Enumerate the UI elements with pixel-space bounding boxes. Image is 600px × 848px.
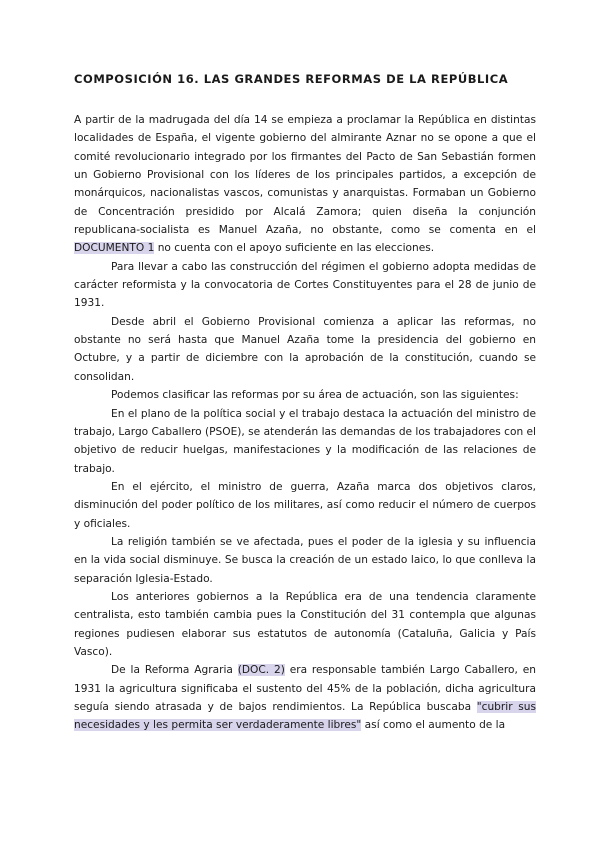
- paragraph-9-text-end: así como el aumento de la: [361, 719, 506, 732]
- document-body: [74, 111, 536, 735]
- paragraph-9: [74, 661, 536, 734]
- paragraph-6: En el ejército, el ministro de guerra, Azaña marca dos objetivos claros, disminución del poder político de los militares, así como reducir el número de cuerpos y oficiales.: [74, 480, 536, 530]
- doc1-reference: DOCUMENTO 1: [74, 242, 155, 255]
- document-title: COMPOSICIÓN 16. LAS GRANDES REFORMAS DE LA REPÚBLICA: [74, 72, 509, 86]
- paragraph-1-text: A partir de la madrugada del día 14 se empieza a proclamar la República en distintas localidades de España, el vigente gobierno del almirante Aznar no se opone a que el comité revolucionario integrado por los firmantes del Pacto de San Sebastián formen un Gobierno Provisional con los líderes de los principales partidos, a excepción de monárquicos, nacionalistas vascos, comunistas y anarquistas. Formaban un Gobierno de Concentración presidido por Alcalá Zamora; quien diseña la conjunción republicana-socialista es Manuel Azaña, no obstante, como se comenta en el: [74, 114, 536, 237]
- paragraph-5: En el plano de la política social y el trabajo destaca la actuación del ministro de trabajo, Largo Caballero (PSOE), se atenderán las demandas de los trabajadores con el objetivo de reducir huelgas, manifestaciones y la modificación de las relaciones de trabajo.: [74, 407, 536, 475]
- doc2-reference: (DOC. 2): [237, 664, 285, 677]
- paragraph-2: Para llevar a cabo las construcción del régimen el gobierno adopta medidas de carácter reformista y la convocatoria de Cortes Constituyentes para el 28 de junio de 1931.: [74, 260, 536, 310]
- paragraph-1: [74, 111, 536, 258]
- paragraph-1-text-end: no cuenta con el apoyo suficiente en las elecciones.: [154, 242, 435, 255]
- paragraph-8: Los anteriores gobiernos a la República era de una tendencia claramente centralista, esto también cambia pues la Constitución del 31 contempla que algunas regiones pudiesen elaborar sus estatutos de autonomía (Cataluña, Galicia y País Vasco).: [74, 590, 536, 658]
- paragraph-7: La religión también se ve afectada, pues el poder de la iglesia y su influencia en la vida social disminuye. Se busca la creación de un estado laico, lo que conlleva la separación Iglesia-Estado.: [74, 535, 536, 585]
- paragraph-4: Podemos clasificar las reformas por su área de actuación, son las siguientes:: [111, 389, 519, 402]
- highlighted-quote: "cubrir sus necesidades y les permita ser verdaderamente libres": [74, 701, 536, 732]
- paragraph-3: Desde abril el Gobierno Provisional comienza a aplicar las reformas, no obstante no será hasta que Manuel Azaña tome la presidencia del gobierno en Octubre, y a partir de diciembre con la aprobación de la constitución, cuando se consolidan.: [74, 315, 536, 383]
- paragraph-9-text-mid: era responsable también Largo Caballero, en 1931 la agricultura significaba el sustento del 45% de la población, dicha agricultura seguía siendo atrasada y de bajos rendimientos. La República buscaba: [74, 664, 536, 713]
- paragraph-9-text: De la Reforma Agraria: [111, 664, 238, 677]
